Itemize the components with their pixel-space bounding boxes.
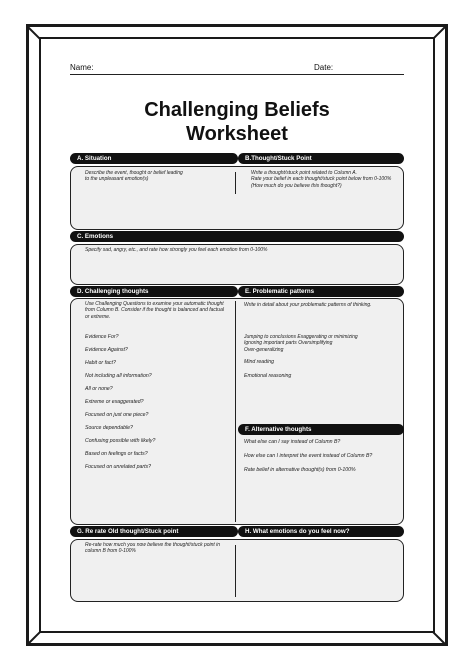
pattern-mind-reading: Mind reading (244, 359, 274, 365)
section-f-header: F. Alternative thoughts (238, 424, 404, 435)
title-line-1: Challenging Beliefs (144, 99, 330, 121)
section-c-header: C. Emotions (70, 231, 404, 242)
date-label: Date: (314, 63, 334, 72)
section-f-question-3: Rate belief in alternative thought(s) from 0-100% (244, 467, 356, 473)
question-feelings-facts: Based on feelings or facts? (85, 451, 148, 457)
section-g-instruction: Re-rate how much you now believe the thought/stuck point in column B from 0-100% (85, 542, 221, 555)
section-f-question-1: What else can I say instead of Column B? (244, 439, 341, 445)
section-a-instruction: Describe the event, thought or belief leading to the unpleasant emotion(s) (85, 170, 183, 183)
question-possible-likely: Confusing possible with likely? (85, 438, 156, 444)
page-title (44, 98, 430, 146)
section-e-header: E. Problematic patterns (238, 286, 404, 297)
section-f-question-2: How else can I interpret the event instead of Column B? (244, 453, 373, 459)
section-ab-divider (235, 172, 236, 194)
name-label: Name: (70, 63, 94, 72)
section-def-divider (235, 301, 236, 522)
question-evidence-for: Evidence For? (85, 334, 119, 340)
section-gh-divider (235, 545, 236, 597)
name-date-line[interactable] (70, 74, 404, 75)
question-unrelated-parts: Focused on unrelated parts? (85, 464, 152, 470)
section-g-header: G. Re rate Old thought/Stuck point (70, 526, 238, 537)
worksheet-page (44, 42, 430, 628)
section-h-header: H. What emotions do you feel now? (238, 526, 404, 537)
section-a-header: A. Situation (70, 153, 238, 164)
section-d-instruction: Use Challenging Questions to examine your automatic thought from Column B. Consider if the thought is balanced and factual or extreme. (85, 301, 224, 320)
question-extreme: Extreme or exaggerated? (85, 399, 144, 405)
pattern-emotional-reasoning: Emotional reasoning (244, 373, 292, 379)
question-habit-or-fact: Habit or fact? (85, 360, 116, 366)
section-b-header: B.Thought/Stuck Point (238, 153, 404, 164)
question-one-piece: Focused on just one piece? (85, 412, 149, 418)
question-source: Source dependable? (85, 425, 133, 431)
title-line-2: Worksheet (186, 123, 288, 145)
section-c-instruction: Specify sad, angry, etc., and rate how strongly you feel each emotion from 0-100% (85, 247, 268, 253)
section-d-header: D. Challenging thoughts (70, 286, 238, 297)
section-e-patterns: Jumping to conclusions Exaggerating or minimizing Ignoring important parts Oversimplifying Over-generalizing (244, 334, 358, 353)
question-all-or-none: All or none? (85, 386, 113, 392)
section-e-instruction: Write in detail about your problematic patterns of thinking. (244, 302, 372, 308)
question-evidence-against: Evidence Against? (85, 347, 128, 353)
section-b-instruction: Write a thought/stuck point related to Column A. Rate your belief in each thought/stuck point below from 0-100% (How much do you believe this thought?) (251, 170, 392, 189)
question-not-including-all: Not including all information? (85, 373, 152, 379)
